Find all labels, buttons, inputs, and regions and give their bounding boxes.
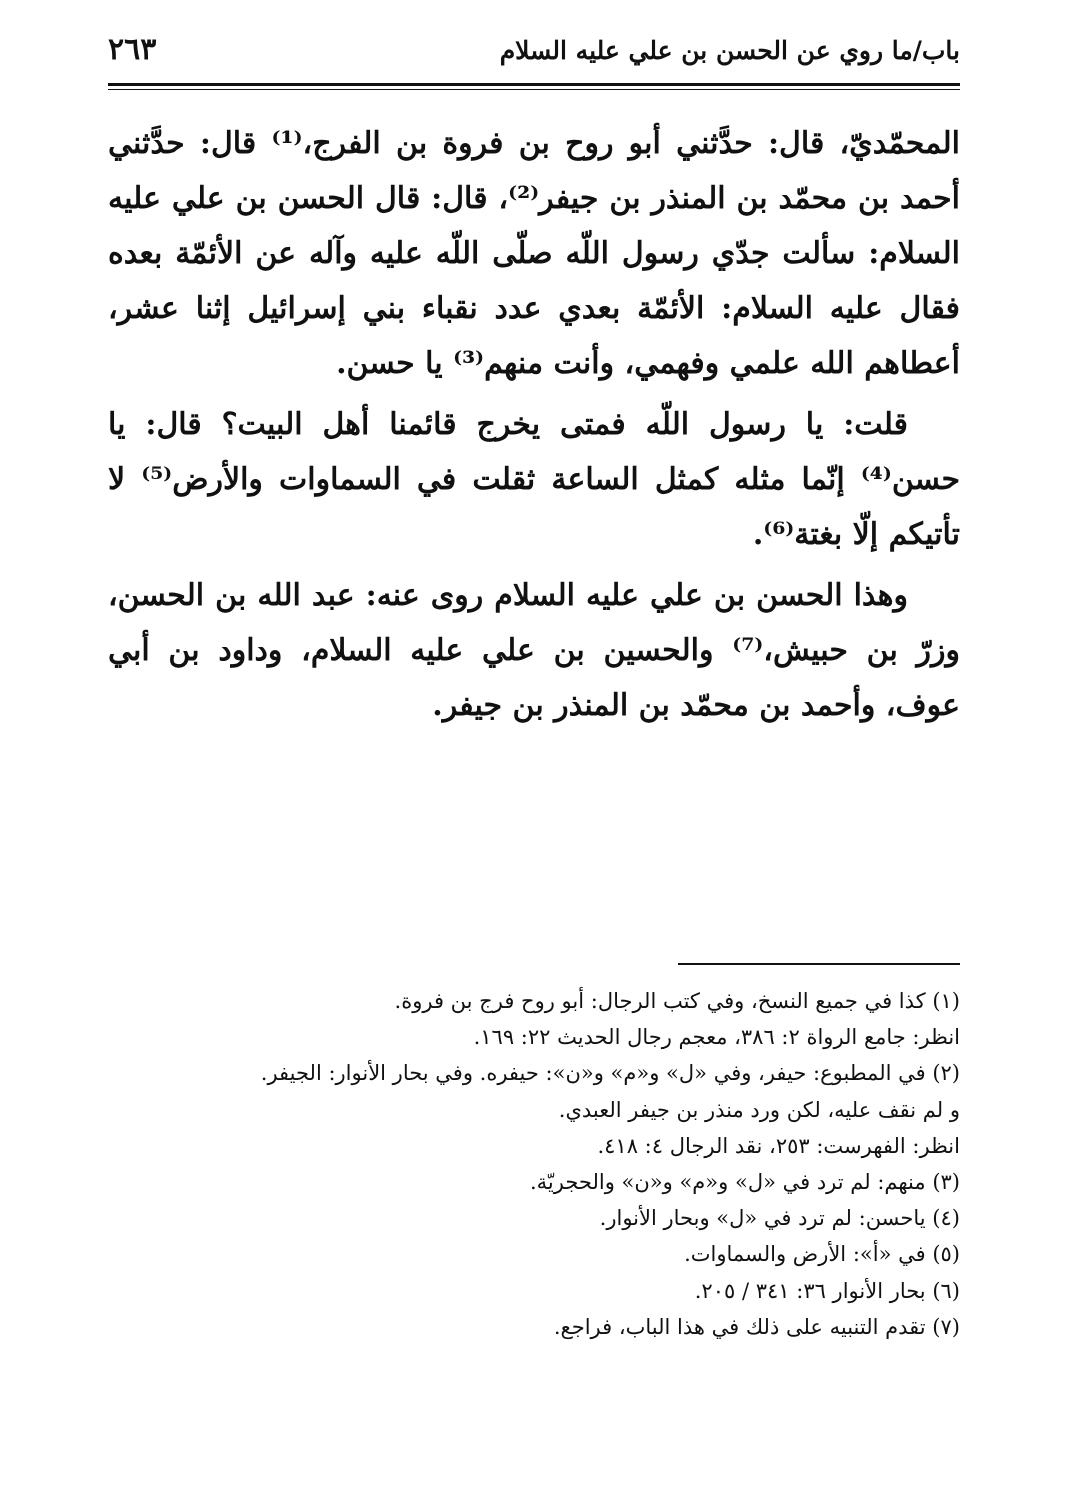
main-text [108, 116, 960, 733]
paragraph: وهذا الحسن بن علي عليه السلام روى عنه: عبد الله بن الحسن، وزرّ بن حبيش،⁽⁷⁾ والحسين بن علي عليه السلام، وداود بن أبي عوف، وأحمد بن محمّد بن المنذر بن جيفر. [108, 578, 961, 723]
footnote-line: (١) كذا في جميع النسخ، وفي كتب الرجال: أبو روح فرج بن فروة. [394, 989, 960, 1013]
paragraph: المحمّديّ، قال: حدَّثني أبو روح بن فروة بن الفرج،⁽¹⁾ قال: حدَّثني أحمد بن محمّد بن المنذر بن جيفر⁽²⁾، قال: قال الحسن بن علي عليه السلام: سألت جدّي رسول اللّه صلّى اللّه عليه وآله عن الأئمّة بعده فقال عليه السلام: الأئمّة بعدي عدد نقباء بني إسرائيل إثنا عشر، أعطاهم الله علمي وفهمي، وأنت منهم⁽³⁾ يا حسن. [108, 126, 960, 381]
footnote-line: (٢) في المطبوع: حيفر، وفي «ل» و«م» و«ن»: حيفره. وفي بحار الأنوار: الجيفر. [260, 1061, 960, 1086]
chapter-title: باب/ما روي عن الحسن بن علي عليه السلام [499, 36, 960, 65]
footnotes [108, 983, 960, 1345]
footnote-line: (٤) ياحسن: لم ترد في «ل» وبحار الأنوار. [599, 1206, 960, 1231]
running-header [108, 28, 960, 80]
footnote-separator [678, 963, 960, 965]
footnote-line: (٦) بحار الأنوار ٣٦: ٣٤١ / ٢٠٥. [694, 1278, 960, 1303]
header-rule-thin [108, 89, 960, 90]
footnote-line: (٥) في «أ»: الأرض والسماوات. [684, 1242, 960, 1267]
header-rule-thick [108, 83, 960, 86]
footnote-line: انظر: الفهرست: ٢٥٣، نقد الرجال ٤: ٤١٨. [597, 1133, 960, 1158]
footnote-line: و لم نقف عليه، لكن ورد منذر بن جيفر العبدي. [558, 1097, 960, 1122]
page-number: ٢٦٣ [108, 32, 157, 67]
footnote-line: (٣) منهم: لم ترد في «ل» و«م» و«ن» والحجريّة. [530, 1170, 960, 1195]
footnote-line: انظر: جامع الرواة ٢: ٣٨٦، معجم رجال الحديث ٢٢: ١٦٩. [473, 1025, 960, 1050]
footnote-line: (٧) تقدم التنبيه على ذلك في هذا الباب، فراجع. [553, 1314, 960, 1339]
paragraph: قلت: يا رسول اللّه فمتى يخرج قائمنا أهل البيت؟ قال: يا حسن⁽⁴⁾ إنّما مثله كمثل الساعة ثقلت في السماوات والأرض⁽⁵⁾ لا تأتيكم إلّا بغتة⁽⁶⁾. [108, 407, 960, 552]
